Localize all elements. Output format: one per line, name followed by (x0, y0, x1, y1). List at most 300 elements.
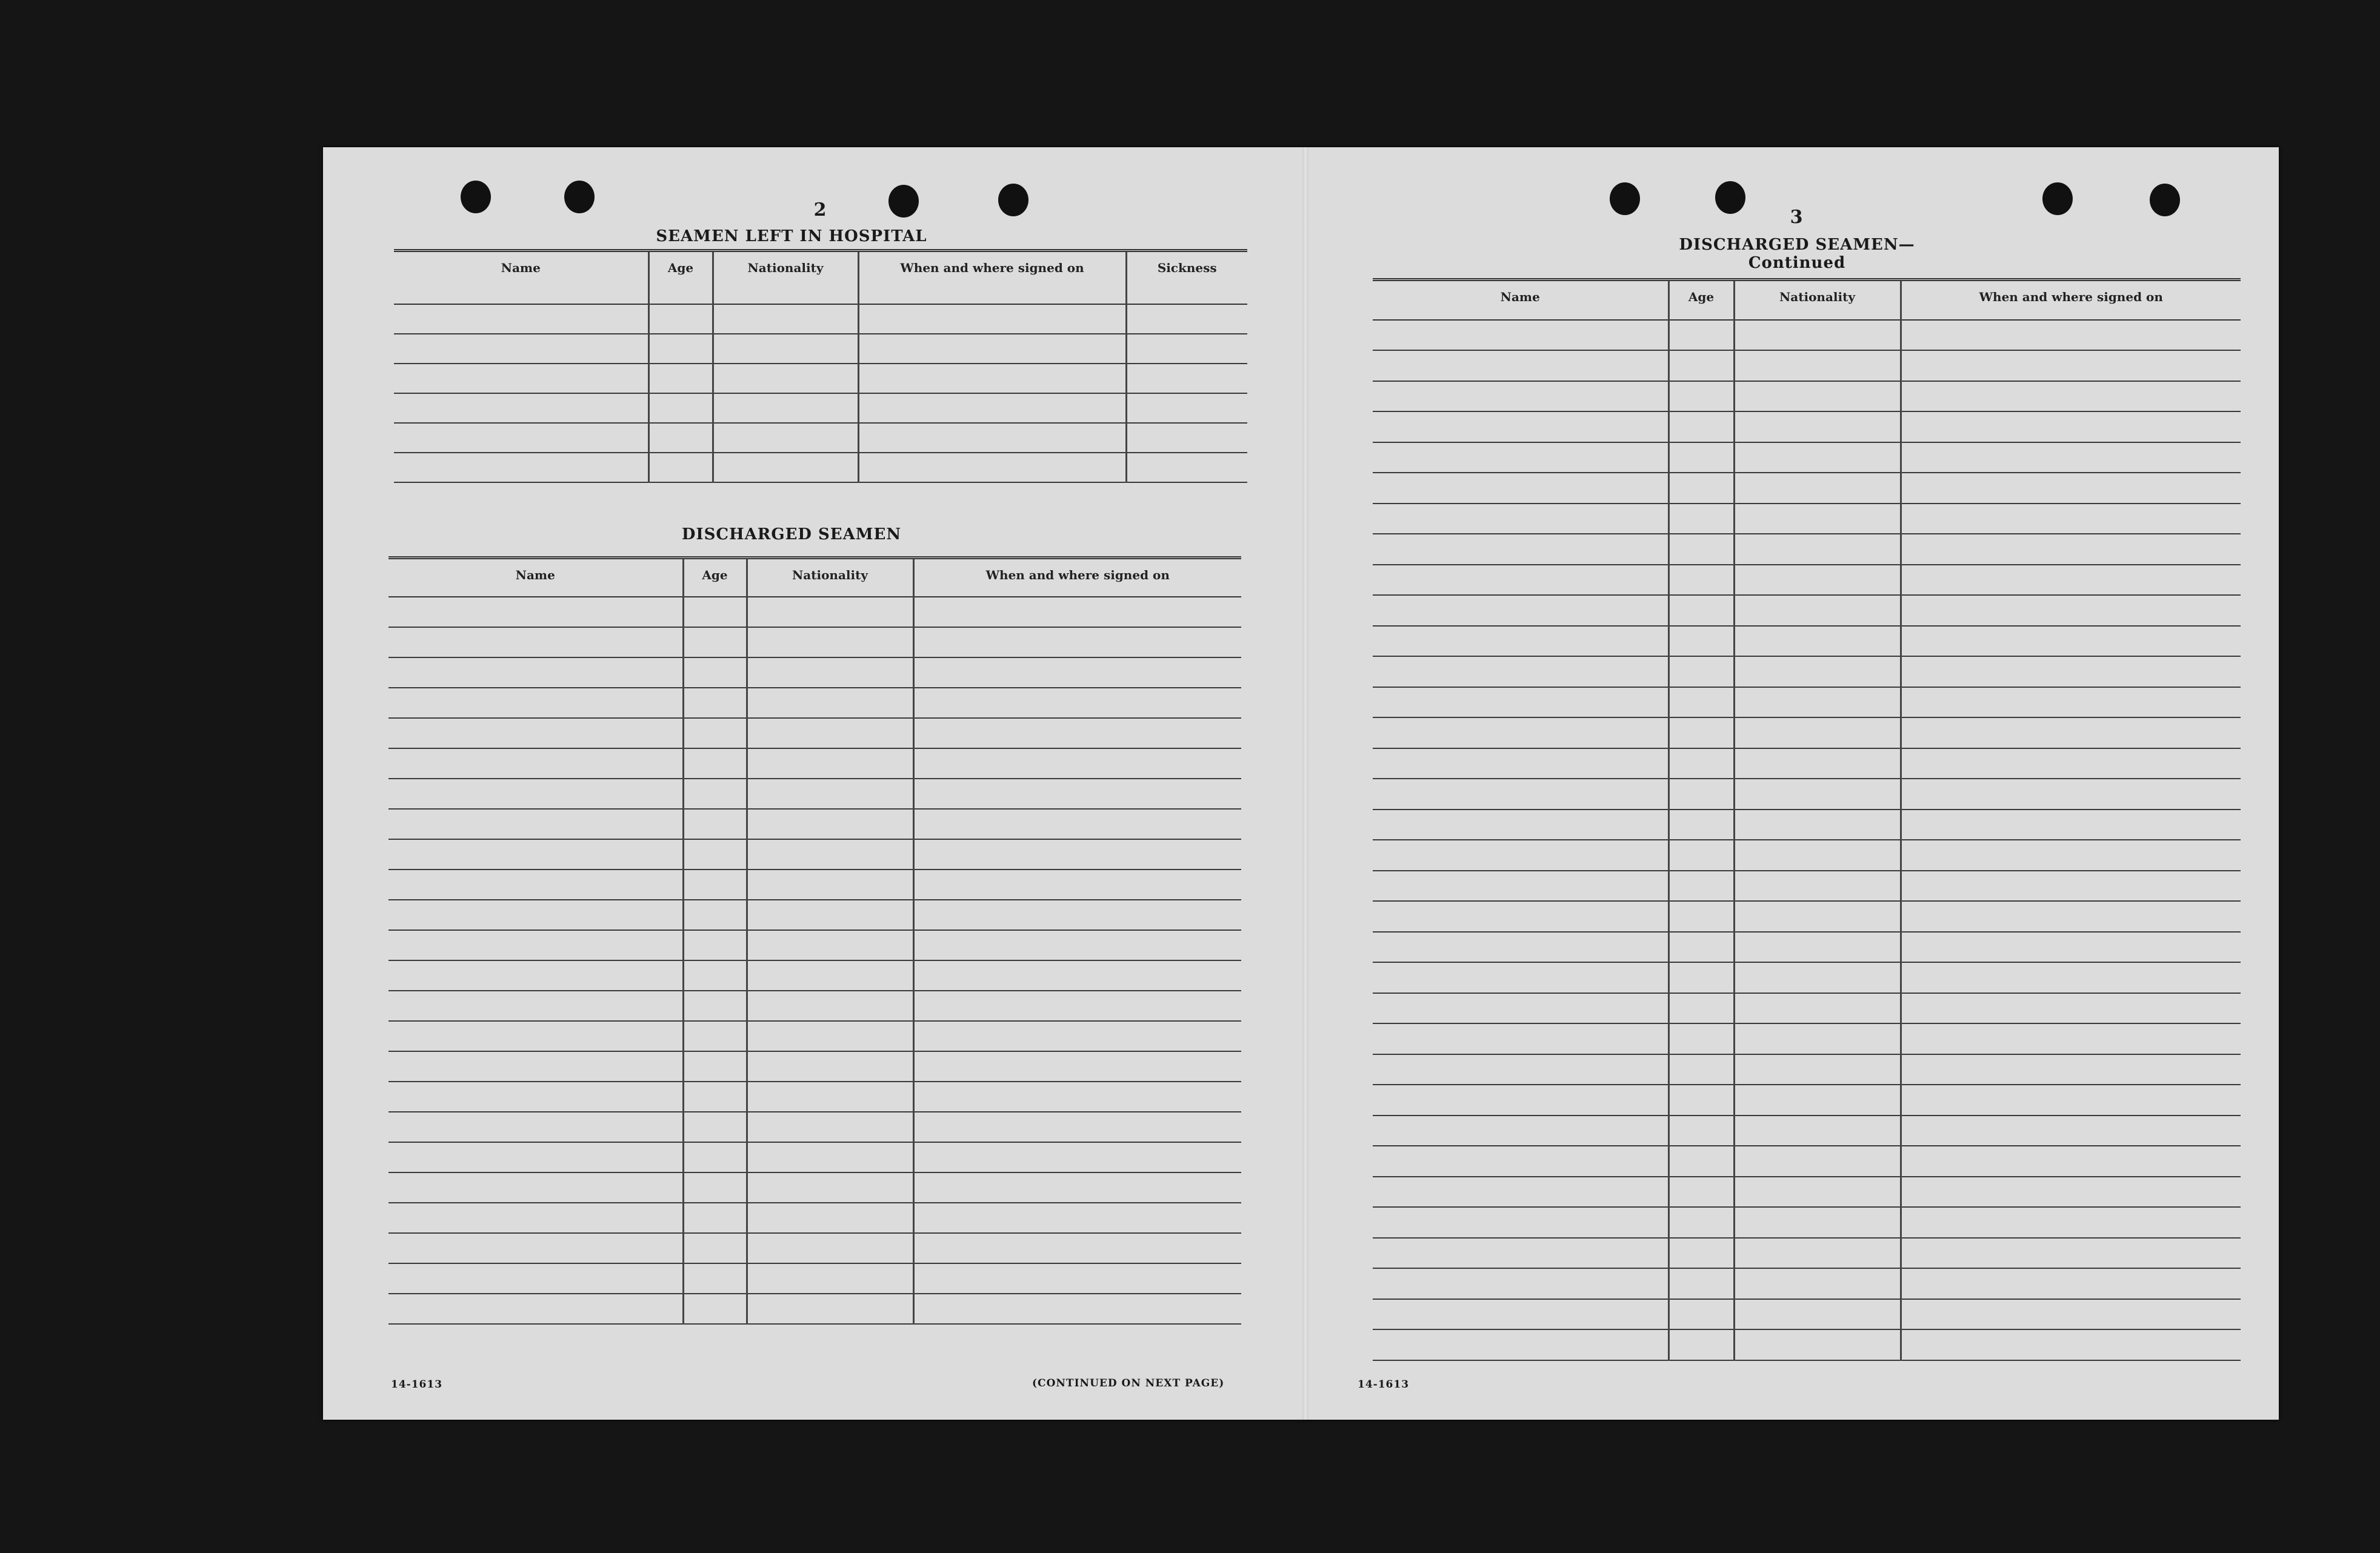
table-row (388, 930, 1241, 960)
name-cell (1373, 932, 1668, 963)
nationality-cell (747, 1172, 913, 1203)
age-cell (683, 1082, 747, 1112)
sickness-cell (1126, 423, 1247, 453)
table-row (388, 1082, 1241, 1112)
age-cell (1668, 901, 1734, 932)
nationality-cell (713, 393, 858, 423)
nationality-cell (747, 657, 913, 688)
name-cell (388, 627, 683, 657)
nationality-cell (747, 779, 913, 809)
table-row (388, 627, 1241, 657)
nationality-cell (747, 1142, 913, 1172)
nationality-cell (1734, 1116, 1901, 1146)
signed-on-cell (1901, 565, 2241, 596)
signed-on-cell (913, 1051, 1241, 1082)
age-cell (683, 657, 747, 688)
nationality-cell (1734, 656, 1901, 687)
nationality-cell (747, 1203, 913, 1233)
nationality-cell (747, 1233, 913, 1263)
age-cell (1668, 473, 1734, 504)
age-cell (1668, 1177, 1734, 1208)
signed-on-cell (913, 1112, 1241, 1142)
nationality-cell (1734, 320, 1901, 351)
table-row (388, 1263, 1241, 1294)
signed-on-cell (1901, 411, 2241, 442)
name-cell (1373, 840, 1668, 871)
table-row (1373, 717, 2241, 748)
column-header-nationality: Nationality (713, 251, 858, 304)
nationality-cell (713, 334, 858, 364)
binder-hole (461, 181, 491, 213)
column-header-age: Age (683, 558, 747, 597)
age-cell (1668, 1238, 1734, 1269)
table-row (1373, 1238, 2241, 1269)
signed-on-cell (1901, 504, 2241, 534)
table-row (1373, 840, 2241, 871)
nationality-cell (747, 718, 913, 748)
signed-on-cell (913, 688, 1241, 718)
signed-on-cell (1901, 1116, 2241, 1146)
table-row (388, 960, 1241, 991)
age-cell (683, 688, 747, 718)
name-cell (1373, 1054, 1668, 1085)
table-row (1373, 1116, 2241, 1146)
table-row (388, 809, 1241, 839)
signed-on-cell (913, 1021, 1241, 1051)
nationality-cell (747, 688, 913, 718)
nationality-cell (1734, 993, 1901, 1024)
age-cell (683, 930, 747, 960)
age-cell (683, 1142, 747, 1172)
sickness-cell (1126, 304, 1247, 334)
signed-on-cell (913, 1142, 1241, 1172)
signed-on-cell (1901, 1268, 2241, 1299)
name-cell (1373, 1299, 1668, 1330)
table-row (388, 991, 1241, 1021)
nationality-cell (747, 900, 913, 930)
name-cell (388, 930, 683, 960)
age-cell (648, 393, 713, 423)
signed-on-cell (913, 657, 1241, 688)
binder-hole (888, 185, 919, 218)
binder-hole (998, 184, 1028, 216)
signed-on-cell (1901, 656, 2241, 687)
table-row (388, 718, 1241, 748)
age-cell (683, 991, 747, 1021)
column-header-name: Name (394, 251, 648, 304)
age-cell (648, 453, 713, 482)
column-header-nationality: Nationality (1734, 280, 1901, 320)
name-cell (394, 423, 648, 453)
signed-on-cell (1901, 350, 2241, 381)
name-cell (1373, 1146, 1668, 1177)
binder-hole (564, 181, 595, 213)
age-cell (683, 748, 747, 779)
nationality-cell (747, 930, 913, 960)
signed-on-cell (913, 748, 1241, 779)
discharged-section-title: DISCHARGED SEAMEN (681, 525, 902, 544)
age-cell (683, 839, 747, 870)
age-cell (1668, 565, 1734, 596)
name-cell (388, 1082, 683, 1112)
table-row (394, 334, 1247, 364)
name-cell (1373, 687, 1668, 718)
continued-note: (CONTINUED ON NEXT PAGE) (1032, 1377, 1225, 1389)
name-cell (1373, 504, 1668, 534)
nationality-cell (1734, 962, 1901, 993)
age-cell (683, 1263, 747, 1294)
signed-on-cell (1901, 962, 2241, 993)
name-cell (388, 1263, 683, 1294)
table-row (394, 453, 1247, 482)
age-cell (1668, 442, 1734, 473)
signed-on-cell (1901, 901, 2241, 932)
nationality-cell (1734, 1299, 1901, 1330)
age-cell (1668, 1023, 1734, 1054)
signed-on-cell (1901, 1085, 2241, 1116)
name-cell (388, 900, 683, 930)
signed-on-cell (858, 334, 1126, 364)
nationality-cell (747, 1021, 913, 1051)
name-cell (388, 1021, 683, 1051)
discharged-table (388, 556, 1241, 1325)
sickness-cell (1126, 453, 1247, 482)
name-cell (394, 453, 648, 482)
signed-on-cell (1901, 1329, 2241, 1360)
table-row (388, 1294, 1241, 1324)
signed-on-cell (1901, 779, 2241, 810)
table-row (1373, 565, 2241, 596)
nationality-cell (1734, 1177, 1901, 1208)
nationality-cell (1734, 840, 1901, 871)
table-row (1373, 595, 2241, 626)
nationality-cell (1734, 442, 1901, 473)
age-cell (683, 1172, 747, 1203)
age-cell (1668, 1054, 1734, 1085)
table-row (1373, 1207, 2241, 1238)
column-header-signed-on: When and where signed on (913, 558, 1241, 597)
age-cell (648, 423, 713, 453)
signed-on-cell (913, 900, 1241, 930)
signed-on-cell (913, 870, 1241, 900)
form-number-left: 14-1613 (391, 1378, 443, 1391)
nationality-cell (747, 839, 913, 870)
signed-on-cell (1901, 687, 2241, 718)
nationality-cell (1734, 1054, 1901, 1085)
age-cell (1668, 1299, 1734, 1330)
signed-on-cell (1901, 442, 2241, 473)
age-cell (1668, 1146, 1734, 1177)
sickness-cell (1126, 364, 1247, 393)
name-cell (388, 1112, 683, 1142)
table-row (1373, 381, 2241, 412)
name-cell (388, 1172, 683, 1203)
signed-on-cell (1901, 1054, 2241, 1085)
nationality-cell (1734, 626, 1901, 657)
nationality-cell (1734, 595, 1901, 626)
name-cell (394, 364, 648, 393)
name-cell (1373, 565, 1668, 596)
table-row (388, 1021, 1241, 1051)
age-cell (1668, 748, 1734, 779)
nationality-cell (1734, 473, 1901, 504)
signed-on-cell (1901, 840, 2241, 871)
name-cell (1373, 1116, 1668, 1146)
form-sheet (323, 147, 2279, 1420)
nationality-cell (1734, 932, 1901, 963)
signed-on-cell (913, 809, 1241, 839)
name-cell (388, 597, 683, 627)
table-row (1373, 871, 2241, 902)
hospital-section-title: SEAMEN LEFT IN HOSPITAL (656, 227, 927, 245)
signed-on-cell (913, 1082, 1241, 1112)
name-cell (1373, 350, 1668, 381)
name-cell (394, 393, 648, 423)
name-cell (388, 779, 683, 809)
center-fold (1302, 147, 1308, 1420)
signed-on-cell (1901, 473, 2241, 504)
table-row (388, 1233, 1241, 1263)
name-cell (1373, 717, 1668, 748)
name-cell (1373, 626, 1668, 657)
signed-on-cell (1901, 1177, 2241, 1208)
age-cell (1668, 504, 1734, 534)
table-row (1373, 504, 2241, 534)
nationality-cell (1734, 687, 1901, 718)
age-cell (683, 1233, 747, 1263)
age-cell (648, 334, 713, 364)
nationality-cell (713, 364, 858, 393)
signed-on-cell (913, 627, 1241, 657)
binder-hole (1715, 181, 1745, 214)
column-header-nationality: Nationality (747, 558, 913, 597)
signed-on-cell (1901, 320, 2241, 351)
table-row (388, 839, 1241, 870)
signed-on-cell (1901, 1023, 2241, 1054)
age-cell (683, 627, 747, 657)
name-cell (394, 304, 648, 334)
binder-hole (1610, 182, 1640, 215)
name-cell (1373, 595, 1668, 626)
name-cell (1373, 1085, 1668, 1116)
name-cell (1373, 962, 1668, 993)
table-row (1373, 656, 2241, 687)
hospital-table (394, 249, 1247, 483)
age-cell (683, 900, 747, 930)
age-cell (1668, 962, 1734, 993)
age-cell (683, 1203, 747, 1233)
table-row (1373, 779, 2241, 810)
age-cell (1668, 320, 1734, 351)
name-cell (1373, 473, 1668, 504)
signed-on-cell (913, 1263, 1241, 1294)
age-cell (683, 1294, 747, 1324)
age-cell (1668, 717, 1734, 748)
name-cell (1373, 1238, 1668, 1269)
table-row (1373, 442, 2241, 473)
signed-on-cell (913, 1233, 1241, 1263)
age-cell (1668, 1085, 1734, 1116)
sickness-cell (1126, 334, 1247, 364)
nationality-cell (1734, 901, 1901, 932)
nationality-cell (747, 1294, 913, 1324)
nationality-cell (1734, 748, 1901, 779)
sickness-cell (1126, 393, 1247, 423)
name-cell (388, 688, 683, 718)
table-row (1373, 748, 2241, 779)
age-cell (1668, 626, 1734, 657)
table-row (1373, 320, 2241, 351)
signed-on-cell (913, 718, 1241, 748)
nationality-cell (1734, 565, 1901, 596)
nationality-cell (747, 1051, 913, 1082)
column-header-sickness: Sickness (1126, 251, 1247, 304)
age-cell (683, 809, 747, 839)
table-row (388, 870, 1241, 900)
page-number-left: 2 (813, 199, 827, 221)
nationality-cell (747, 1082, 913, 1112)
table-row (1373, 932, 2241, 963)
table-row (388, 597, 1241, 627)
signed-on-cell (858, 393, 1126, 423)
nationality-cell (713, 304, 858, 334)
name-cell (388, 718, 683, 748)
signed-on-cell (913, 1172, 1241, 1203)
nationality-cell (1734, 411, 1901, 442)
age-cell (1668, 993, 1734, 1024)
age-cell (1668, 1268, 1734, 1299)
table-row (1373, 993, 2241, 1024)
column-header-signed-on: When and where signed on (1901, 280, 2241, 320)
nationality-cell (713, 423, 858, 453)
age-cell (1668, 871, 1734, 902)
signed-on-cell (1901, 381, 2241, 412)
table-row (394, 304, 1247, 334)
age-cell (1668, 381, 1734, 412)
name-cell (1373, 901, 1668, 932)
age-cell (1668, 687, 1734, 718)
signed-on-cell (1901, 1146, 2241, 1177)
age-cell (1668, 1116, 1734, 1146)
nationality-cell (1734, 1146, 1901, 1177)
table-row (1373, 901, 2241, 932)
table-row (388, 1172, 1241, 1203)
signed-on-cell (1901, 1207, 2241, 1238)
table-row (1373, 1177, 2241, 1208)
age-cell (683, 718, 747, 748)
age-cell (648, 364, 713, 393)
signed-on-cell (913, 597, 1241, 627)
nationality-cell (1734, 1329, 1901, 1360)
signed-on-cell (913, 991, 1241, 1021)
table-row (1373, 1299, 2241, 1330)
age-cell (683, 779, 747, 809)
age-cell (648, 304, 713, 334)
nationality-cell (747, 991, 913, 1021)
continued-section-title: DISCHARGED SEAMEN—Continued (1679, 236, 1915, 272)
nationality-cell (1734, 1085, 1901, 1116)
name-cell (388, 1294, 683, 1324)
name-cell (394, 334, 648, 364)
table-row (1373, 1146, 2241, 1177)
table-row (388, 1112, 1241, 1142)
nationality-cell (1734, 534, 1901, 565)
name-cell (388, 1051, 683, 1082)
signed-on-cell (913, 839, 1241, 870)
age-cell (683, 870, 747, 900)
table-row (1373, 534, 2241, 565)
signed-on-cell (913, 930, 1241, 960)
signed-on-cell (858, 304, 1126, 334)
column-header-signed-on: When and where signed on (858, 251, 1126, 304)
table-row (394, 393, 1247, 423)
name-cell (388, 1233, 683, 1263)
age-cell (683, 960, 747, 991)
signed-on-cell (858, 423, 1126, 453)
name-cell (1373, 1207, 1668, 1238)
nationality-cell (747, 809, 913, 839)
name-cell (388, 748, 683, 779)
signed-on-cell (1901, 1238, 2241, 1269)
signed-on-cell (1901, 748, 2241, 779)
page-number-right: 3 (1790, 207, 1803, 228)
continued-discharged-table (1373, 278, 2241, 1361)
column-header-age: Age (648, 251, 713, 304)
age-cell (683, 1051, 747, 1082)
name-cell (1373, 993, 1668, 1024)
table-row (1373, 411, 2241, 442)
nationality-cell (747, 1263, 913, 1294)
age-cell (1668, 932, 1734, 963)
name-cell (1373, 779, 1668, 810)
signed-on-cell (913, 960, 1241, 991)
table-row (1373, 1023, 2241, 1054)
nationality-cell (747, 1112, 913, 1142)
nationality-cell (747, 597, 913, 627)
signed-on-cell (913, 1294, 1241, 1324)
binder-hole (2150, 184, 2180, 216)
table-row (1373, 626, 2241, 657)
age-cell (1668, 595, 1734, 626)
name-cell (1373, 871, 1668, 902)
signed-on-cell (1901, 595, 2241, 626)
table-row (1373, 1085, 2241, 1116)
nationality-cell (1734, 871, 1901, 902)
table-row (388, 657, 1241, 688)
table-row (1373, 962, 2241, 993)
table-row (1373, 350, 2241, 381)
column-header-age: Age (1668, 280, 1734, 320)
table-row (1373, 1329, 2241, 1360)
table-row (1373, 1054, 2241, 1085)
age-cell (1668, 656, 1734, 687)
column-header-name: Name (388, 558, 683, 597)
signed-on-cell (1901, 534, 2241, 565)
signed-on-cell (913, 779, 1241, 809)
name-cell (1373, 320, 1668, 351)
name-cell (388, 657, 683, 688)
name-cell (388, 839, 683, 870)
signed-on-cell (858, 453, 1126, 482)
name-cell (1373, 534, 1668, 565)
name-cell (1373, 1177, 1668, 1208)
nationality-cell (1734, 1207, 1901, 1238)
name-cell (1373, 381, 1668, 412)
age-cell (1668, 1207, 1734, 1238)
name-cell (1373, 442, 1668, 473)
table-row (394, 423, 1247, 453)
signed-on-cell (1901, 932, 2241, 963)
